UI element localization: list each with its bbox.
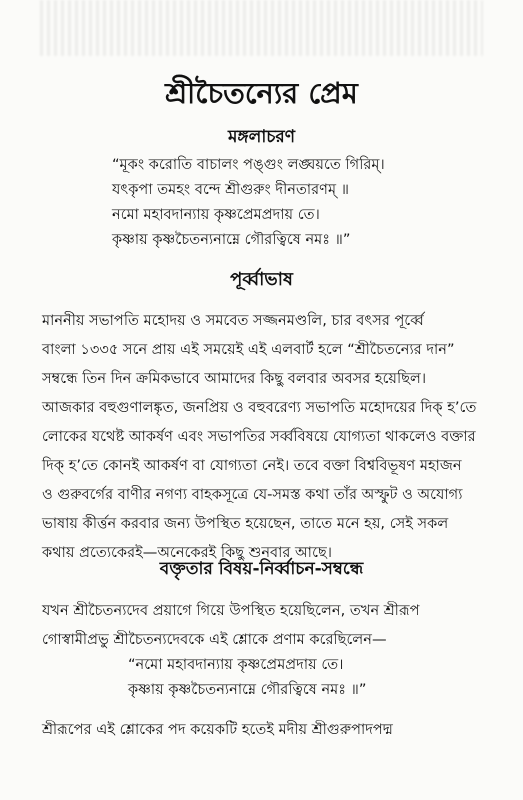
quote-line: “নমো মহাবদান্যায় কৃষ্ণপ্রেমপ্রদায় তে। [128,656,344,673]
paragraph-line: ভাষায় কীর্ত্তন করবার জন্য উপস্থিত হয়েছেন, তাতে মনে হয়, সেই সকল [42,515,449,532]
paragraph-line: ও গুরুবর্গের বাণীর নগণ্য বাহকসূত্রে যে-সমস্ত কথা তাঁর অস্ফুট ও অযোগ্য [42,486,463,503]
paragraph-line: মাননীয় সভাপতি মহোদয় ও সমবেত সজ্জনমণ্ডলি, চার বৎসর পূর্ব্বে [42,312,424,329]
bleed-through-header [40,0,483,56]
paragraph-line: বাংলা ১৩৩৫ সনে প্রায় এই সময়েই এই এলবার্ট হলে “শ্রীচৈতন্যের দান” [42,341,455,358]
page-title: শ্রীচৈতন্যের প্রেম [165,76,358,110]
invocation-heading: মঙ্গলাচরণ [227,127,296,147]
section-heading-preface: পূর্ব্বাভাষ [230,269,293,290]
invocation-verse [112,152,472,252]
verse-line: কৃষ্ণায় কৃষ্ণচৈতন্যনাম্নে গৌরত্বিষে নমঃ ॥” [112,231,351,248]
paragraph-line: যখন শ্রীচৈতন্যদেব প্রয়াগে গিয়ে উপস্থিত হয়েছিলেন, তখন শ্রীরূপ [42,602,420,619]
paragraph-line: কথায় প্রত্যেকেরই—অনেকেরই কিছু শুনবার আছে। [42,544,333,561]
paragraph-line: সম্বন্ধে তিন দিন ক্রমিকভাবে আমাদের কিছু বলবার অবসর হয়েছিল। [42,370,427,387]
quoted-verse [128,652,468,702]
section-heading-topic: বক্তৃতার বিষয়-নির্ব্বাচন-সম্বন্ধে [159,559,364,579]
paragraph-line: আজকার বহুগুণালঙ্কৃত, জনপ্রিয় ও বহুবরেণ্য সভাপতি মহোদয়ের দিক্ হ’তে [42,399,477,416]
paragraph-line: গোস্বামীপ্রভু শ্রীচৈতন্যদেবকে এই শ্লোকে প্রণাম করেছিলেন— [42,631,387,648]
verse-line: “মূকং করোতি বাচালং পঙ্গুং লঙ্ঘয়তে গিরিম্। [112,156,385,173]
preface-paragraph [42,306,492,567]
closing-line [42,715,492,744]
quote-line: কৃষ্ণায় কৃষ্ণচৈতন্যনাম্নে গৌরত্বিষে নমঃ ॥” [128,681,367,698]
paragraph-line: দিক্ হ’তে কোনই আকর্ষণ বা যোগ্যতা নেই। তবে বক্তা বিশ্ববিভূষণ মহাজন [42,457,462,474]
topic-paragraph [42,596,492,654]
verse-line: যৎকৃপা তমহং বন্দে শ্রীগুরুং দীনতারণম্ ॥ [112,181,349,198]
paragraph-line: লোকের যথেষ্ট আকর্ষণ এবং সভাপতির সর্ব্ববিষয়ে যোগ্যতা থাকলেও বক্তার [42,428,476,445]
verse-line: নমো মহাবদান্যায় কৃষ্ণপ্রেমপ্রদায় তে। [112,206,320,223]
paragraph-line: শ্রীরূপের এই শ্লোকের পদ কয়েকটি হতেই মদীয় শ্রীগুরুপাদপদ্ম [42,721,393,738]
